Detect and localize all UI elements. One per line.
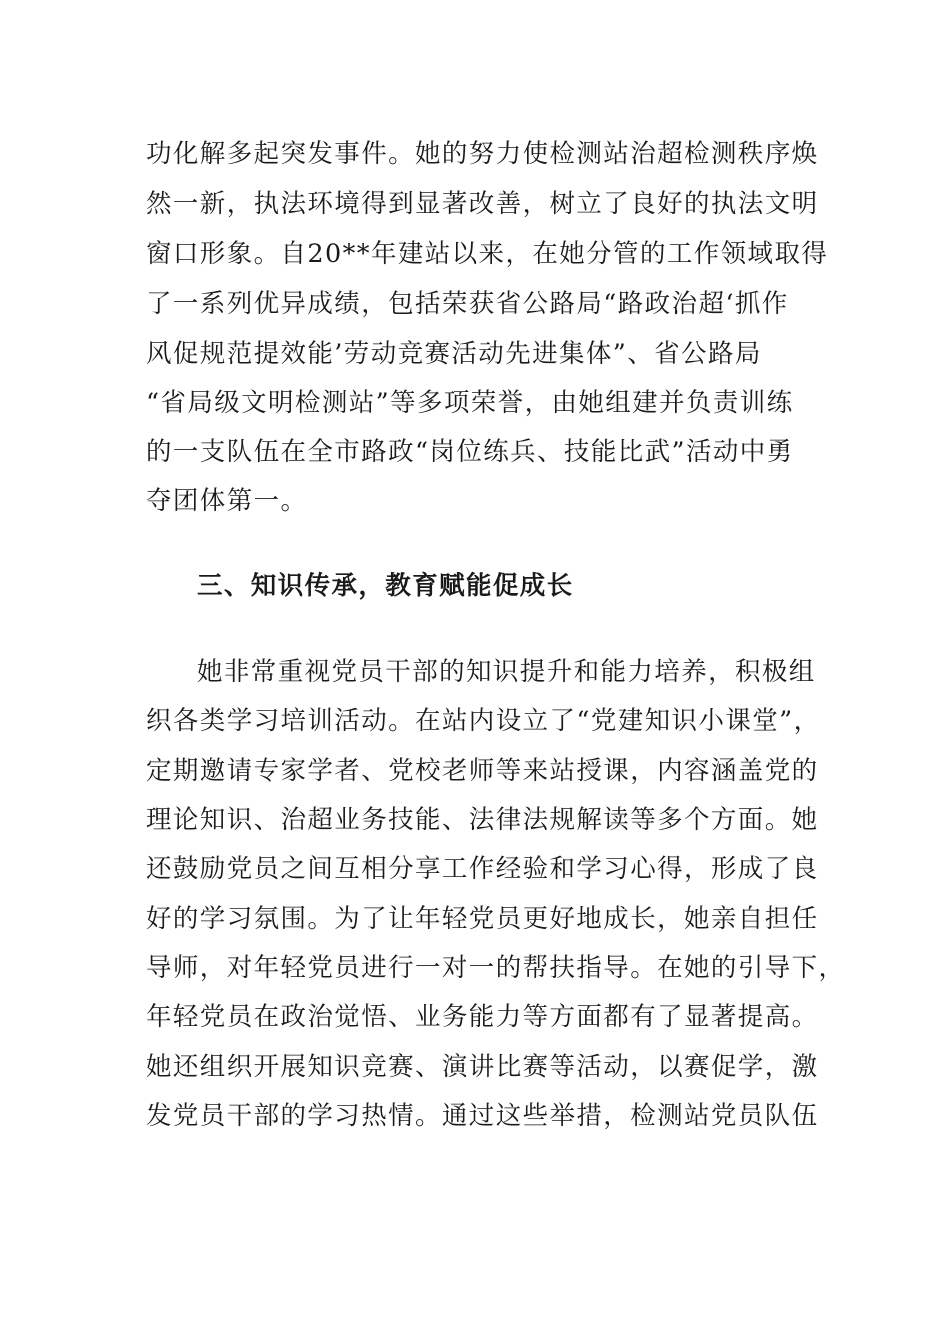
paragraph-line: 了一系列优异成绩，包括荣获省公路局“路政治超‘抓作 (146, 289, 789, 319)
paragraph-line: 窗口形象。自20**年建站以来，在她分管的工作领域取得 (146, 239, 829, 269)
paragraph-line: “省局级文明检测站”等多项荣誉，由她组建并负责训练 (146, 388, 794, 418)
paragraph-line: 风促规范提效能’劳动竞赛活动先进集体”、省公路局 (146, 339, 762, 369)
section-heading: 三、知识传承，教育赋能促成长 (197, 571, 574, 601)
paragraph-line: 她还组织开展知识竞赛、演讲比赛等活动，以赛促学，激 (146, 1052, 819, 1082)
paragraph-line: 功化解多起突发事件。她的努力使检测站治超检测秩序焕 (146, 139, 819, 169)
paragraph-line: 导师，对年轻党员进行一对一的帮扶指导。在她的引导下， (146, 953, 846, 983)
paragraph-line: 织各类学习培训活动。在站内设立了“党建知识小课堂”， (146, 706, 821, 736)
paragraph-line: 年轻党员在政治觉悟、业务能力等方面都有了显著提高。 (146, 1002, 819, 1032)
paragraph-line: 她非常重视党员干部的知识提升和能力培养，积极组 (197, 657, 816, 687)
paragraph-line: 理论知识、治超业务技能、法律法规解读等多个方面。她 (146, 805, 819, 835)
paragraph-line: 好的学习氛围。为了让年轻党员更好地成长，她亲自担任 (146, 904, 819, 934)
paragraph-line: 定期邀请专家学者、党校老师等来站授课，内容涵盖党的 (146, 756, 819, 786)
paragraph-line: 夺团体第一。 (146, 486, 308, 516)
paragraph-line: 然一新，执法环境得到显著改善，树立了良好的执法文明 (146, 189, 819, 219)
paragraph-line: 发党员干部的学习热情。通过这些举措，检测站党员队伍 (146, 1101, 819, 1131)
paragraph-line: 的一支队伍在全市路政“岗位练兵、技能比武”活动中勇 (146, 437, 794, 467)
paragraph-line: 还鼓励党员之间互相分享工作经验和学习心得，形成了良 (146, 854, 819, 884)
